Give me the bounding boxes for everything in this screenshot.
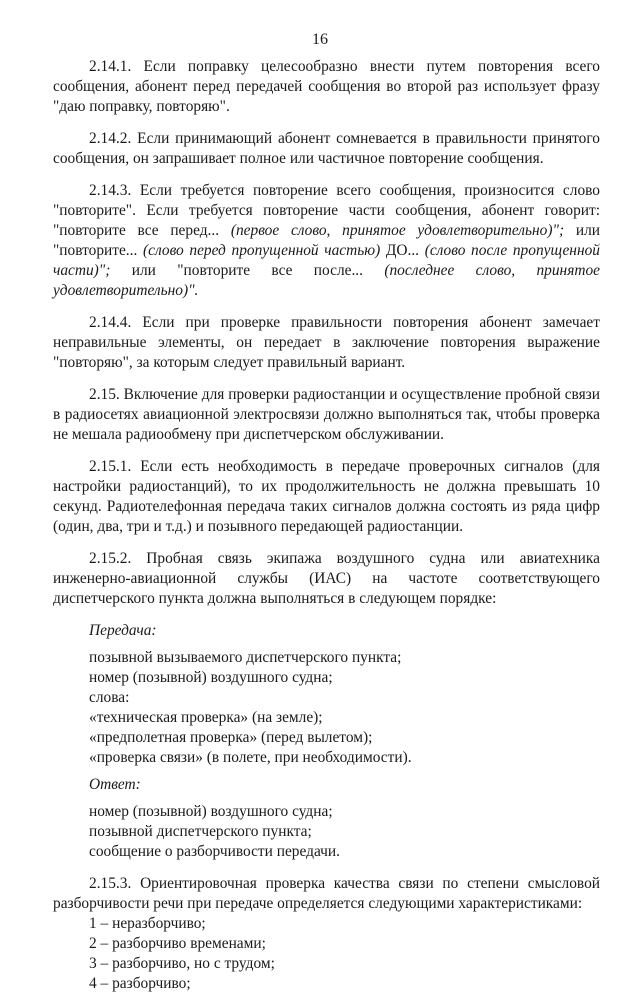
- answer-list: [53, 802, 600, 862]
- list-item: «предполетная проверка» (перед вылетом);: [89, 729, 373, 746]
- list-item: позывной вызываемого диспетчерского пункта;: [89, 649, 402, 666]
- list-item: «техническая проверка» (на земле);: [89, 709, 323, 726]
- list-item: позывной диспетчерского пункта;: [89, 823, 312, 840]
- paragraph-2-15-1: 2.15.1. Если есть необходимость в передаче проверочных сигналов (для настройки радиостанций), то их продолжительность не должна превышать 10 секунд. Радиотелефонная передача таких сигналов должна состоять из ряда цифр (один, два, три и т.д.) и позывного передающей радиостанции.: [53, 458, 600, 535]
- repeat-phrase-after-note: (последнее слово, принятое удовлетворительно)".: [53, 262, 600, 299]
- document-body: [53, 57, 600, 994]
- transmission-heading: Передача:: [89, 622, 157, 639]
- paragraph-2-15-2: 2.15.2. Пробная связь экипажа воздушного судна или авиатехника инженерно-авиационной службы (ИАС) на частоте соответствующего диспетчерского пункта должна выполняться в следующем порядке:: [53, 550, 600, 607]
- repeat-phrase-until-note: (слово после пропущенной части)";: [53, 242, 600, 279]
- paragraph-2-15: 2.15. Включение для проверки радиостанции и осуществление пробной связи в радиосетях авиационной электросвязи должно выполняться так, чтобы проверка не мешала радиообмену при диспетчерском обслуживании.: [53, 386, 600, 443]
- list-item: номер (позывной) воздушного судна;: [89, 803, 333, 820]
- repeat-phrase-after: или "повторите все после...: [131, 262, 363, 279]
- scale-item: 3 – разборчиво, но с трудом;: [89, 955, 275, 972]
- transmission-list: [53, 648, 600, 768]
- list-item: сообщение о разборчивости передачи.: [89, 843, 340, 860]
- answer-heading: Ответ:: [89, 776, 141, 793]
- paragraph-2-14-1: 2.14.1. Если поправку целесообразно внести путем повторения всего сообщения, абонент перед передачей сообщения во второй раз использует фразу "даю поправку, повторяю".: [53, 58, 600, 115]
- paragraph-2-15-3: 2.15.3. Ориентировочная проверка качества связи по степени смысловой разборчивости речи при передаче определяется следующими характеристиками:: [53, 875, 600, 912]
- repeat-phrase-before-note: (первое слово, принятое удовлетворительно)";: [230, 222, 565, 239]
- repeat-phrase-between: или "повторите...: [53, 222, 600, 259]
- paragraph-2-14-3-intro: 2.14.3. Если требуется повторение всего сообщения, произносится слово "повторите". Если требуется повторение части сообщения, абонент говорит:: [53, 182, 600, 219]
- scale-item: 2 – разборчиво временами;: [89, 935, 266, 952]
- scale-item: 1 – неразборчиво;: [89, 915, 206, 932]
- list-item: слова:: [89, 689, 130, 706]
- list-item: «проверка связи» (в полете, при необходимости).: [89, 749, 412, 766]
- list-item: номер (позывной) воздушного судна;: [89, 669, 333, 686]
- paragraph-2-14-2: 2.14.2. Если принимающий абонент сомневается в правильности принятого сообщения, он запрашивает полное или частичное повторение сообщения.: [53, 130, 600, 167]
- paragraph-2-14-3: [53, 181, 600, 301]
- repeat-phrase-between-note: (слово перед пропущенной частью): [143, 242, 381, 259]
- intelligibility-scale: [53, 914, 600, 994]
- scale-item: 4 – разборчиво;: [89, 975, 191, 992]
- paragraph-2-14-4: 2.14.4. Если при проверке правильности повторения абонент замечает неправильные элементы, он передает в заключение повторения выражение "повторяю", за которым следует правильный вариант.: [53, 314, 600, 371]
- page-number: 16: [312, 31, 328, 48]
- repeat-phrase-before: "повторите все перед...: [53, 222, 220, 239]
- repeat-phrase-until: ДО...: [385, 242, 420, 259]
